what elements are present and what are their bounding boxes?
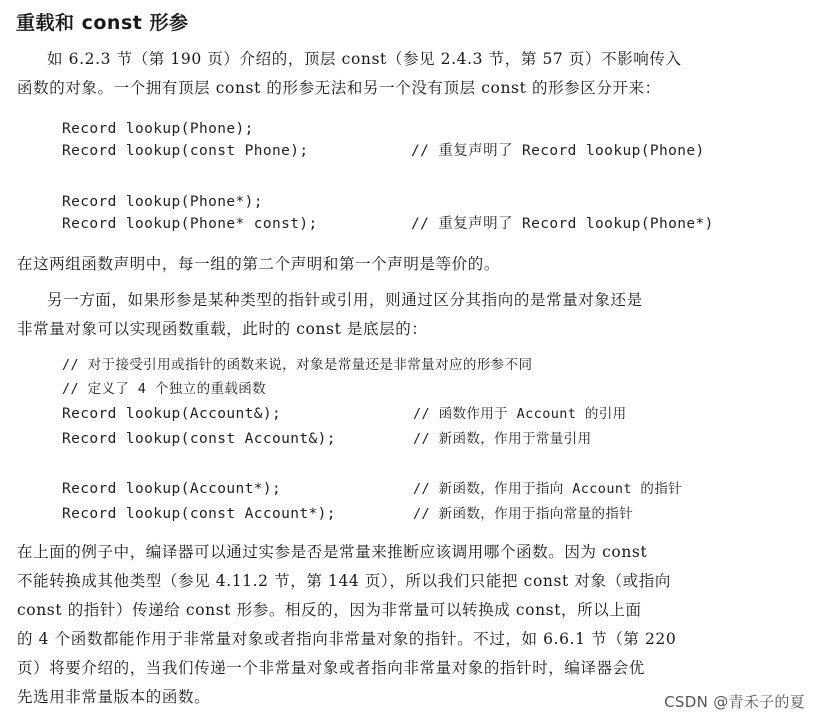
code-comment: // 函数作用于 Account 的引用 — [413, 406, 627, 422]
code-comment: // 新函数，作用于常量引用 — [413, 431, 592, 447]
intro-paragraph — [17, 45, 787, 103]
csdn-watermark: CSDN @青禾子的夏 — [664, 693, 805, 711]
code-comment: // 对于接受引用或指针的函数来说，对象是常量还是非常量对应的形参不同 — [62, 357, 533, 373]
code-line: Record lookup(Account&); — [62, 406, 282, 422]
closing-line-6: 先选用非常量版本的函数。 — [17, 688, 211, 706]
code-line: Record lookup(Phone* const); — [62, 216, 318, 232]
section-title: 重载和 const 形参 — [16, 12, 189, 34]
code-line: Record lookup(const Account&); — [62, 431, 336, 447]
code-comment: // 重复声明了 Record lookup(Phone) — [411, 143, 705, 159]
closing-line-1: 在上面的例子中，编译器可以通过实参是否是常量来推断应该调用哪个函数。因为 const — [17, 543, 648, 561]
closing-line-4: 的 4 个函数都能作用于非常量对象或者指向非常量对象的指针。不过，如 6.6.1 节（第 220 — [17, 630, 677, 648]
code-line: Record lookup(Phone); — [62, 121, 254, 137]
middle-line-3: 非常量对象可以实现函数重载，此时的 const 是底层的： — [17, 320, 428, 338]
intro-line-2: 函数的对象。一个拥有顶层 const 的形参无法和另一个没有顶层 const 的形参区分开来： — [17, 79, 661, 97]
closing-line-3: const 的指针）传递给 const 形参。相反的，因为非常量可以转换成 const，所以上面 — [17, 601, 642, 619]
code-line: Record lookup(const Phone); — [62, 143, 309, 159]
code-comment: // 定义了 4 个独立的重载函数 — [62, 381, 267, 397]
closing-line-5: 页）将要介绍的，当我们传递一个非常量对象或者指向非常量对象的指针时，编译器会优 — [17, 659, 645, 677]
code-line: Record lookup(Phone*); — [62, 194, 263, 210]
middle-line-1: 在这两组函数声明中，每一组的第二个声明和第一个声明是等价的。 — [17, 255, 501, 273]
code-comment: // 重复声明了 Record lookup(Phone*) — [411, 216, 714, 232]
middle-paragraph-1 — [17, 250, 787, 279]
closing-line-2: 不能转换成其他类型（参见 4.11.2 节，第 144 页），所以我们只能把 const 对象（或指向 — [17, 572, 671, 590]
code-comment: // 新函数，作用于指向 Account 的指针 — [413, 481, 683, 497]
code-comment: // 新函数，作用于指向常量的指针 — [413, 506, 634, 522]
code-line: Record lookup(Account*); — [62, 481, 282, 497]
code-line: Record lookup(const Account*); — [62, 506, 336, 522]
closing-paragraph — [17, 538, 787, 712]
middle-paragraph-2 — [17, 286, 787, 344]
middle-line-2: 另一方面，如果形参是某种类型的指针或引用，则通过区分其指向的是常量对象还是 — [47, 291, 643, 309]
intro-line-1: 如 6.2.3 节（第 190 页）介绍的，顶层 const（参见 2.4.3 节，第 57 页）不影响传入 — [47, 50, 682, 68]
